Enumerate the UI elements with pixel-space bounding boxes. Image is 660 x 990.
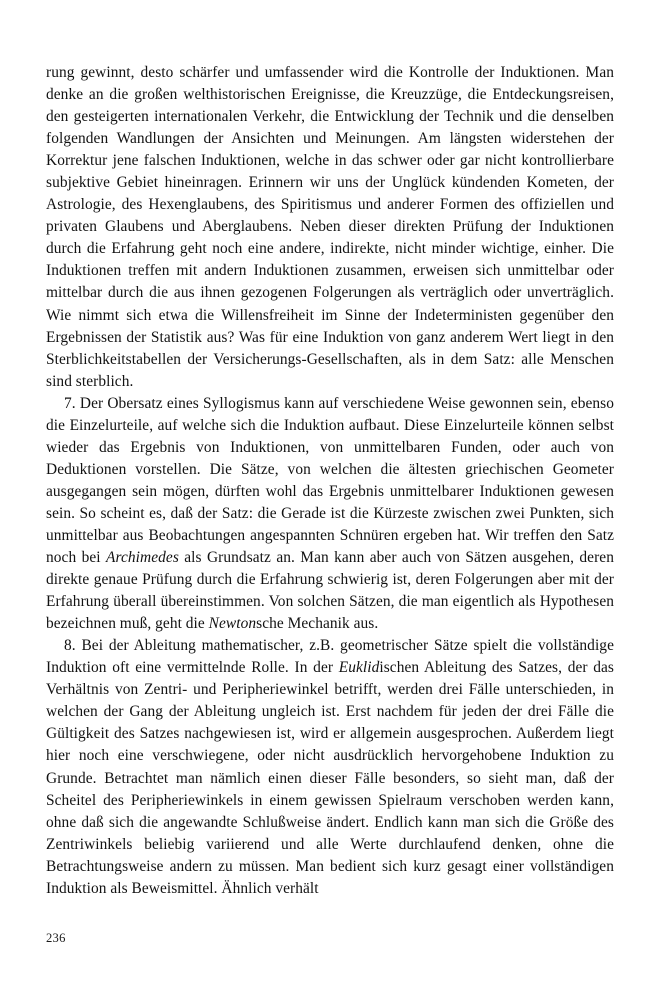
paragraph-continuation: rung gewinnt, desto schärfer und umfassender wird die Kontrolle der Induktionen. Man denke an die großen welthistorischen Ereignisse, die Kreuzzüge, die Entdeckungsreisen, den gesteigerten internationalen Verkehr, die Entwicklung der Technik und die denselben folgenden Wandlungen der Ansichten und Meinungen. Am längsten widerstehen der Korrektur jene falschen Induktionen, welche in das schwer oder gar nicht kontrollierbare subjektive Gebiet hineinragen. Erinnern wir uns der Unglück kündenden Kometen, der Astrologie, des Hexenglaubens, des Spiritismus und anderer Formen des offiziellen und privaten Glaubens und Aberglaubens. Neben dieser direkten Prüfung der Induktionen durch die Erfahrung geht noch eine andere, indirekte, nicht minder wichtige, einher. Die Induktionen treffen mit andern Induktionen zusammen, erweisen sich unmittelbar oder mittelbar durch die aus ihnen gezogenen Folgerungen als verträglich oder unverträglich. Wie nimmt sich etwa die Willensfreiheit im Sinne der Indeterministen gegenüber den Ergebnissen der Statistik aus? Was für eine Induktion von ganz anderem Wert liegt in den Sterblichkeitstabellen der Versicherungs-Gesellschaften, als in dem Satz: alle Menschen sind sterblich. [46,64,614,390]
paragraph-8-segment-roman-1: 8. Bei der Ableitung mathematischer, z.B. geometrischer Sätze spielt die vollständige Induktion oft eine vermittelnde Rolle. In der [46,637,614,677]
paragraph-7 [46,393,614,636]
page-number: 236 [46,931,66,945]
paragraph-7-segment-roman-1: 7. Der Obersatz eines Syllogismus kann auf verschiedene Weise gewonnen sein, ebenso die Einzelurteile, auf welche sich die Induktion aufbaut. Diese Einzelurteile können selbst wieder das Ergebnis von Induktionen, von unmittelbaren Funden, oder auch von Deduktionen vorstellen. Die Sätze, von welchen die ältesten griechischen Geometer ausgegangen sein mögen, dürften wohl das Ergebnis unmittelbarer Induktionen gewesen sein. So scheint es, daß der Satz: die Gerade ist die Kürzeste zwischen zwei Punkten, sich unmittelbar aus Beobachtungen angespannten Schnüren ergeben hat. Wir treffen den Satz noch bei [46,394,614,567]
page-text-block [46,62,614,900]
paragraph-7-emphasis-archimedes: Archimedes [106,549,179,567]
paragraph-7-emphasis-newton: Newton [208,615,257,633]
paragraph-8-emphasis-euklid: Euklid [338,659,380,677]
paragraph-8-segment-roman-2: ischen Ableitung des Satzes, der das Verhältnis von Zentri- und Peripheriewinkel betrifft, werden drei Fälle unterschieden, in welchen der Gang der Ableitung ungleich ist. Erst nachdem für jeden der drei Fälle die Gültigkeit des Satzes nachgewiesen ist, wird er allgemein ausgesprochen. Außerdem liegt hier noch eine verschwiegene, oder nicht ausdrücklich hervorgehobene Induktion zu Grunde. Betrachtet man nämlich einen dieser Fälle besonders, so sieht man, daß der Scheitel des Peripheriewinkels in einem gewissen Spielraum verschoben werden kann, ohne daß sich die angewandte Schlußweise ändert. Endlich kann man sich die Größe des Zentriwinkels beliebig variierend und alle Werte durchlaufend denken, ohne die Betrachtungsweise andern zu müssen. Man bedient sich kurz gesagt einer vollständigen Induktion als Beweismittel. Ähnlich verhält [46,659,614,897]
paragraph-8 [46,635,614,900]
paragraph-7-segment-roman-2: als Grundsatz an. Man kann aber auch von Sätzen ausgehen, deren direkte genaue Prüfung durch die Erfahrung schwierig ist, deren Folgerungen aber mit der Erfahrung überall übereinstimmen. Von solchen Sätzen, die man eigentlich als Hypothesen bezeichnen muß, geht die [46,549,614,633]
paragraph-7-segment-roman-3: sche Mechanik aus. [256,615,379,633]
